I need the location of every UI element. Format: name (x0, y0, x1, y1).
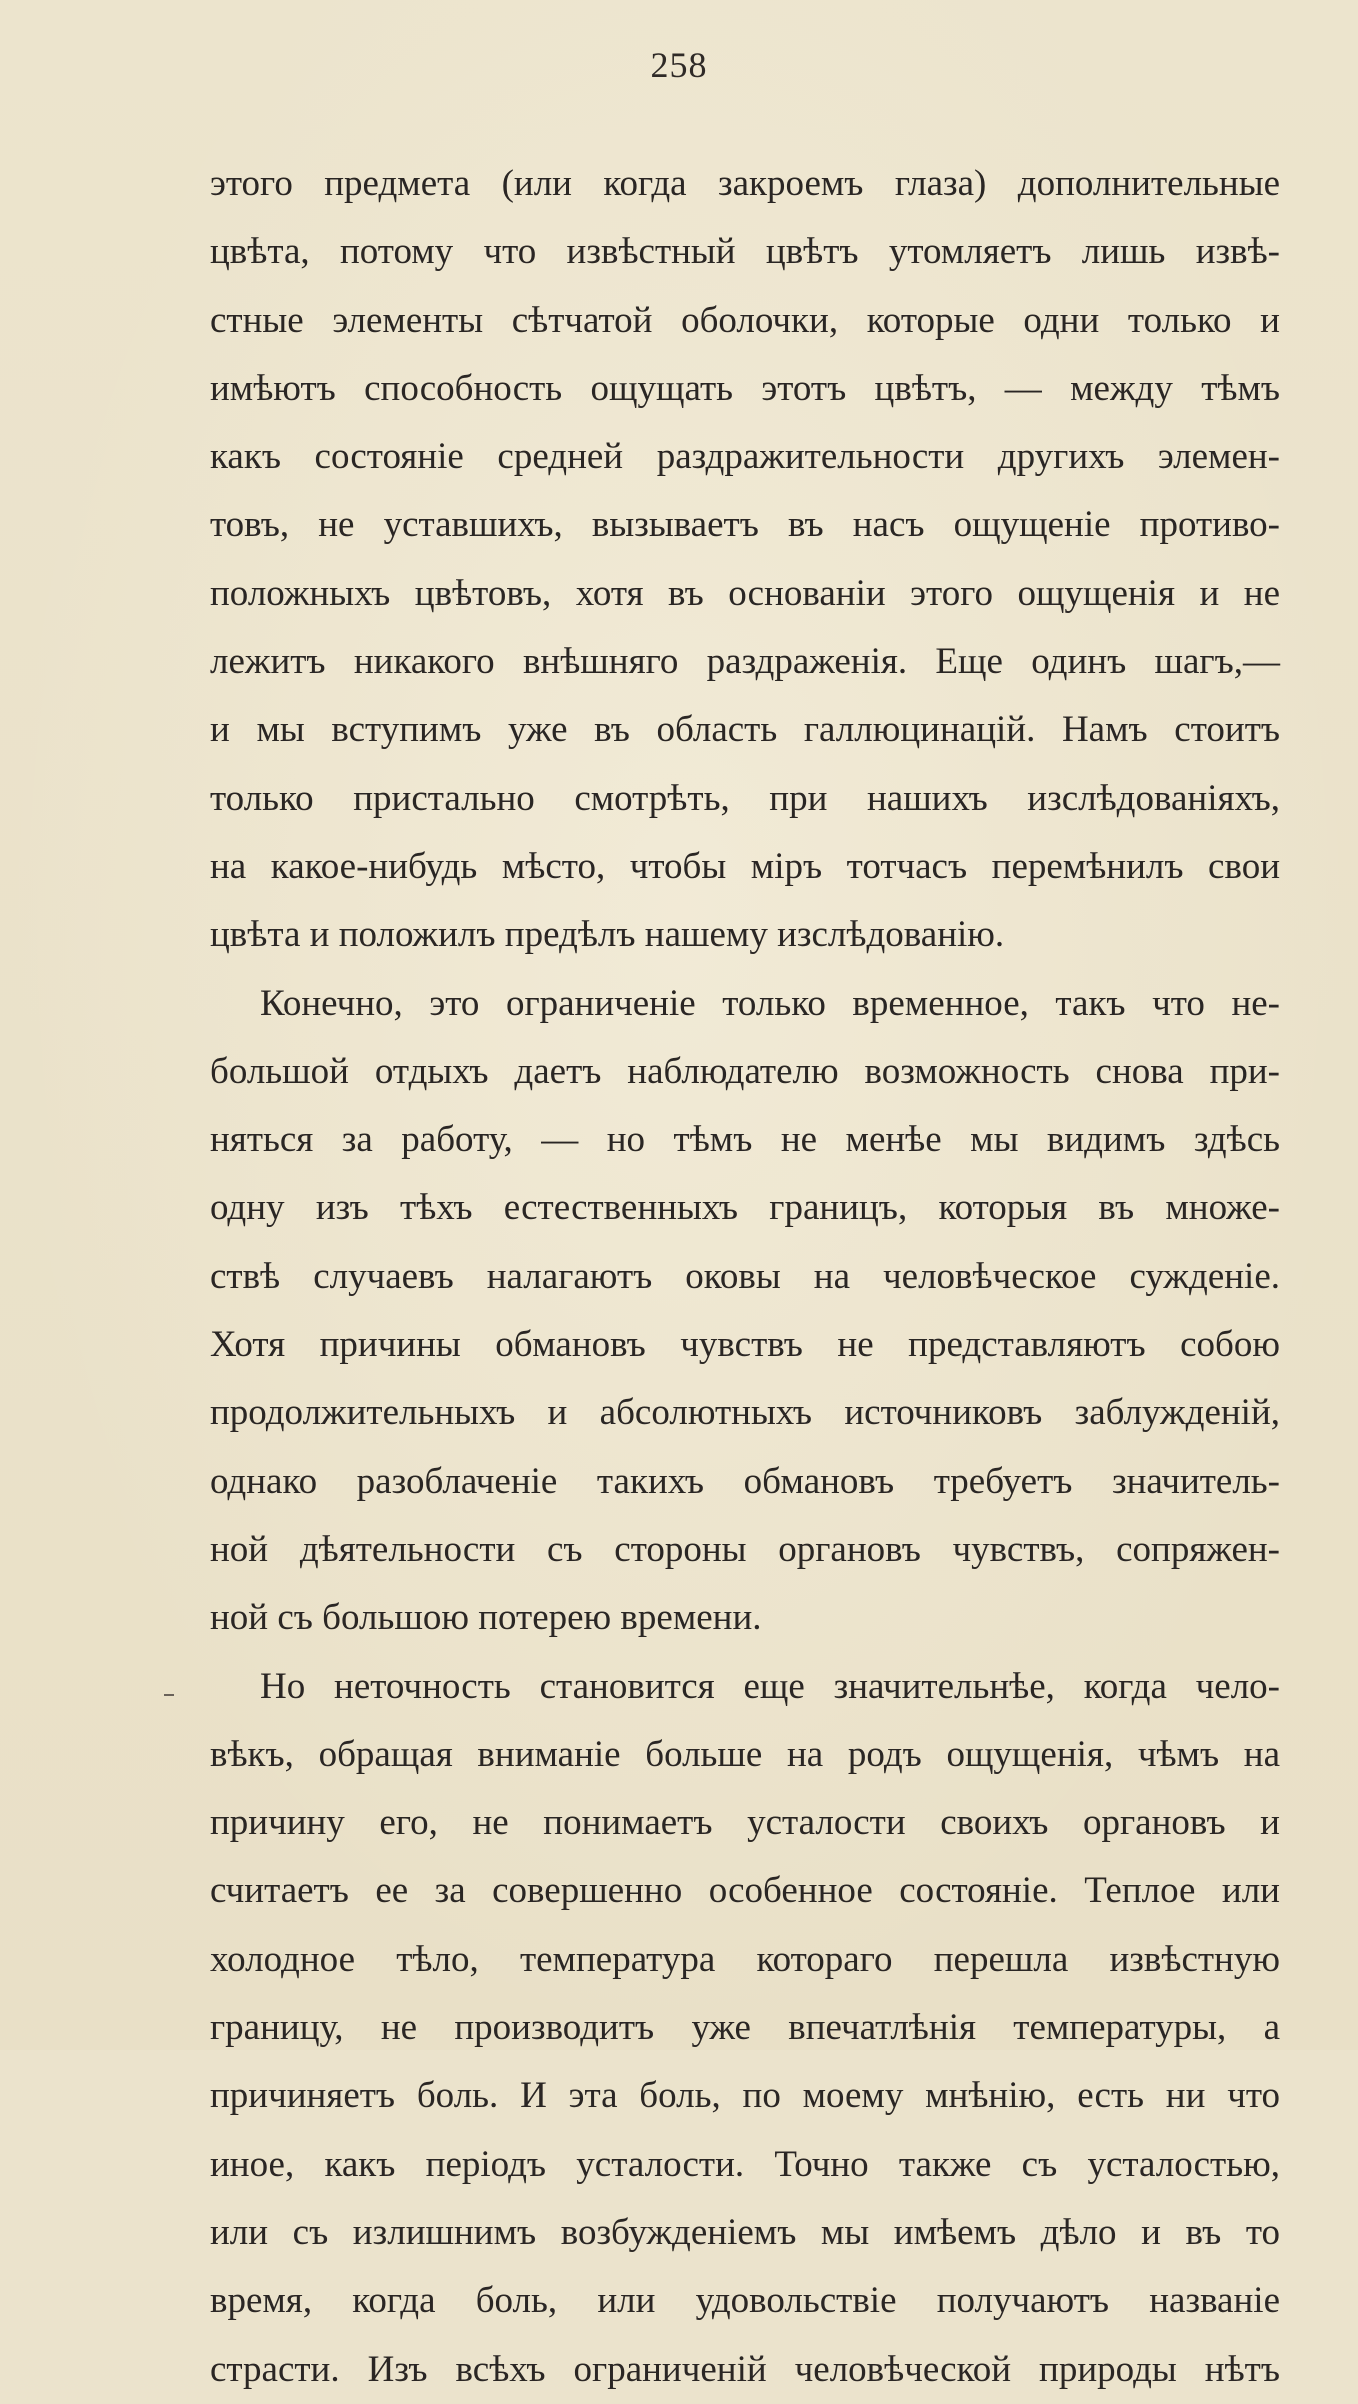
text-line: ной дѣятельности съ стороны органовъ чувствъ, сопряжен- (210, 1528, 1280, 1570)
margin-mark (164, 1694, 174, 1696)
text-line: причиняетъ боль. И эта боль, по моему мнѣнiю, есть ни что (210, 2075, 1280, 2117)
text-line: большой отдыхъ даетъ наблюдателю возможность снова при- (210, 1050, 1280, 1092)
text-line: Но неточность становится еще значительнѣе, когда чело- (260, 1665, 1280, 1707)
text-line: цвѣта и положилъ предѣлъ нашему изслѣдованiю. (210, 914, 1005, 956)
text-line: границу, не производитъ уже впечатлѣнiя температуры, а (210, 2007, 1280, 2049)
text-line: на какое-нибудь мѣсто, чтобы мiръ тотчасъ перемѣнилъ свои (210, 845, 1280, 887)
text-line: и мы вступимъ уже въ область галлюцинацiй. Намъ стоитъ (210, 709, 1280, 751)
text-line: вѣкъ, обращая вниманiе больше на родъ ощущенiя, чѣмъ на (210, 1733, 1280, 1775)
text-line: цвѣта, потому что извѣстный цвѣтъ утомляетъ лишь извѣ- (210, 231, 1280, 273)
text-line: иное, какъ перiодъ усталости. Точно также съ усталостью, (210, 2143, 1280, 2185)
text-line: ной съ большою потерею времени. (210, 1597, 762, 1639)
text-line: одну изъ тѣхъ естественныхъ границъ, которыя въ множе- (210, 1187, 1280, 1229)
text-line: товъ, не уставшихъ, вызываетъ въ насъ ощущенiе противо- (210, 504, 1280, 546)
paragraph-3 (210, 1653, 1280, 2404)
text-line: лежитъ никакого внѣшняго раздраженiя. Еще одинъ шагъ,— (210, 641, 1280, 683)
paragraph-2 (210, 970, 1280, 1653)
text-line: ствѣ случаевъ налагаютъ оковы на человѣческое сужденiе. (210, 1255, 1280, 1297)
body-text (210, 150, 1280, 2404)
text-line: продолжительныхъ и абсолютныхъ источниковъ заблужденiй, (210, 1392, 1280, 1434)
page-number: 258 (650, 45, 708, 85)
text-line: причину его, не понимаетъ усталости своихъ органовъ и (210, 1802, 1280, 1844)
text-line: холодное тѣло, температура котораго перешла извѣстную (210, 1938, 1280, 1980)
text-line: какъ состоянiе средней раздражительности другихъ элемен- (210, 436, 1280, 478)
text-line: страсти. Изъ всѣхъ ограниченiй человѣческой природы нѣтъ (210, 2348, 1280, 2390)
text-line: или съ излишнимъ возбужденiемъ мы имѣемъ дѣло и въ то (210, 2211, 1280, 2253)
text-line: время, когда боль, или удовольствiе получаютъ названiе (210, 2280, 1280, 2322)
text-line: положныхъ цвѣтовъ, хотя въ основанiи этого ощущенiя и не (210, 572, 1280, 614)
text-line: однако разоблаченiе такихъ обмановъ требуетъ значитель- (210, 1460, 1280, 1502)
text-line: Конечно, это ограниченiе только временное, такъ что не- (260, 982, 1280, 1024)
text-line: считаетъ ее за совершенно особенное состоянiе. Теплое или (210, 1870, 1280, 1912)
text-line: стные элементы сѣтчатой оболочки, которые одни только и (210, 299, 1280, 341)
text-line: этого предмета (или когда закроемъ глаза) дополнительные (210, 163, 1280, 204)
text-line: няться за работу, — но тѣмъ не менѣе мы видимъ здѣсь (210, 1119, 1280, 1161)
paragraph-1 (210, 150, 1280, 970)
text-line: Хотя причины обмановъ чувствъ не представляютъ собою (210, 1324, 1280, 1366)
text-line: имѣютъ способность ощущать этотъ цвѣтъ, — между тѣмъ (210, 367, 1280, 409)
text-line: только пристально смотрѣть, при нашихъ изслѣдованiяхъ, (210, 777, 1280, 819)
